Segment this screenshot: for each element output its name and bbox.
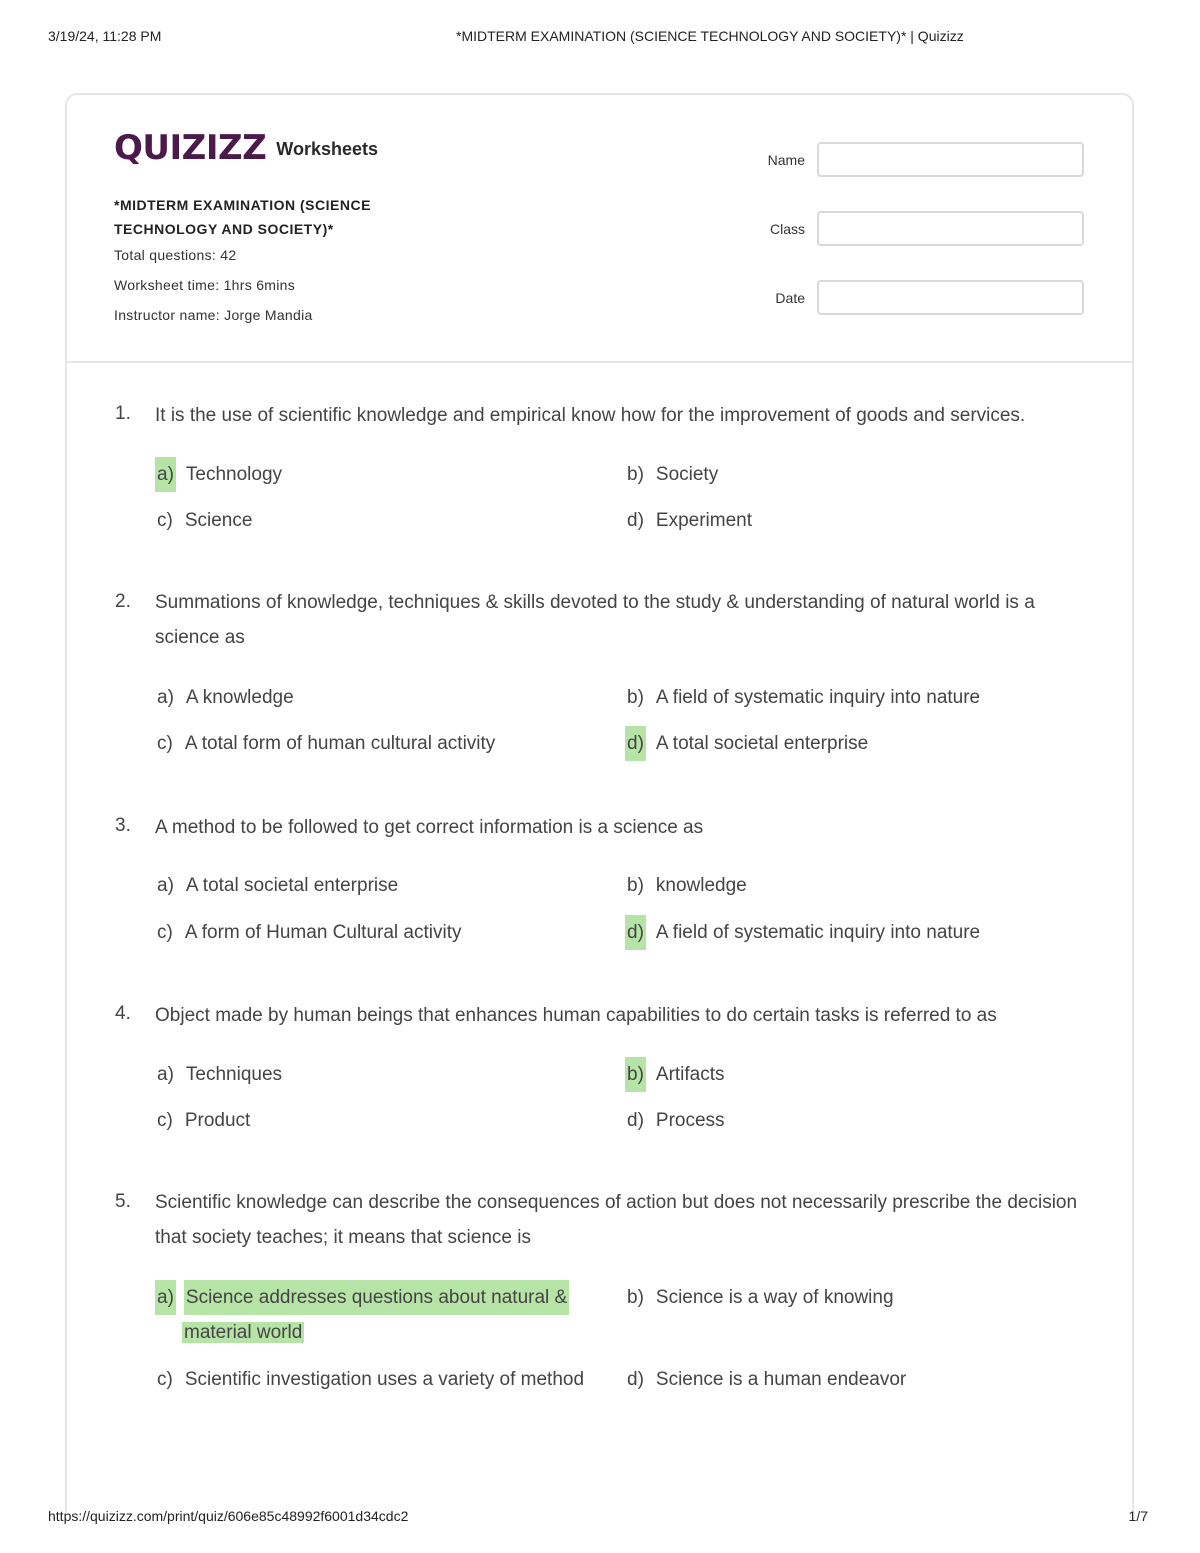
option-text-line-2: material world	[184, 1322, 303, 1343]
option-d	[625, 915, 982, 950]
option-c	[155, 1103, 252, 1138]
option-letter: a)	[155, 1280, 176, 1315]
option-letter: b)	[627, 875, 644, 896]
print-footer	[48, 1508, 1148, 1528]
option-a	[155, 680, 296, 715]
question-number: 3.	[115, 815, 131, 836]
print-url: https://quizizz.com/print/quiz/606e85c48992f6001d34cdc2	[48, 1508, 409, 1524]
option-letter: a)	[157, 687, 174, 708]
option-text: A total societal enterprise	[185, 875, 399, 896]
option-letter: c)	[157, 510, 173, 531]
class-field[interactable]	[817, 211, 1084, 246]
option-d	[625, 1362, 908, 1397]
option-a	[155, 1057, 284, 1092]
option-c	[155, 915, 463, 950]
option-c	[155, 1362, 586, 1397]
question-number: 1.	[115, 403, 131, 424]
question-text: It is the use of scientific knowledge and empirical know how for the improvement of goods and services.	[155, 405, 1026, 426]
class-label: Class	[769, 221, 805, 237]
option-text: A knowledge	[185, 687, 294, 708]
option-letter: c)	[157, 733, 173, 754]
option-a-continued	[182, 1315, 304, 1350]
question-text: Object made by human beings that enhances human capabilities to do certain tasks is referred to as	[155, 1005, 997, 1026]
option-a	[155, 457, 284, 492]
page-counter: 1/7	[1128, 1508, 1148, 1524]
logo-subtitle: Worksheets	[276, 138, 378, 159]
option-b	[625, 457, 720, 492]
print-datetime: 3/19/24, 11:28 PM	[48, 28, 162, 44]
option-letter: d)	[627, 510, 644, 531]
option-letter: b)	[625, 1057, 646, 1092]
date-field[interactable]	[817, 280, 1084, 315]
question-number: 2.	[115, 591, 131, 612]
option-letter: c)	[157, 1369, 173, 1390]
option-letter: c)	[157, 1110, 173, 1131]
option-text: Science	[184, 510, 253, 531]
total-questions: Total questions: 42	[114, 247, 237, 263]
quiz-title: *MIDTERM EXAMINATION (SCIENCE TECHNOLOGY AND SOCIETY)*	[114, 197, 371, 237]
option-text: Process	[655, 1110, 725, 1131]
option-text: A form of Human Cultural activity	[184, 922, 462, 943]
quizizz-logo	[114, 128, 378, 168]
name-field[interactable]	[817, 142, 1084, 177]
option-letter: a)	[157, 875, 174, 896]
option-c	[155, 503, 254, 538]
question-number: 4.	[115, 1003, 131, 1024]
worksheet-header	[67, 95, 1132, 363]
option-text: A total form of human cultural activity	[184, 733, 496, 754]
option-text: A field of systematic inquiry into nature	[655, 922, 981, 943]
option-letter: b)	[627, 687, 644, 708]
option-d	[625, 1103, 727, 1138]
question-number: 5.	[115, 1191, 131, 1212]
option-a	[155, 1280, 569, 1315]
worksheet	[65, 93, 1134, 1513]
option-d	[625, 726, 870, 761]
print-header	[48, 28, 1148, 48]
option-letter: a)	[157, 1064, 174, 1085]
option-b	[625, 1280, 896, 1315]
option-c	[155, 726, 497, 761]
date-label: Date	[775, 290, 805, 306]
instructor-name: Instructor name: Jorge Mandia	[114, 307, 313, 323]
option-letter: d)	[627, 1110, 644, 1131]
option-letter: d)	[627, 1369, 644, 1390]
option-letter: a)	[155, 457, 176, 492]
option-text: A field of systematic inquiry into nature	[655, 687, 981, 708]
option-text: Science addresses questions about natural &	[184, 1280, 569, 1315]
option-text: Artifacts	[655, 1064, 725, 1085]
option-text: Scientific investigation uses a variety of method	[184, 1369, 585, 1390]
option-letter: d)	[625, 915, 646, 950]
option-text: Experiment	[655, 510, 753, 531]
option-b	[625, 868, 749, 903]
question-text: A method to be followed to get correct information is a science as	[155, 817, 704, 838]
question-text: Scientific knowledge can describe the consequences of action but does not necessarily prescribe the decision that society teaches; it means that science is	[155, 1192, 1078, 1248]
print-page-title: *MIDTERM EXAMINATION (SCIENCE TECHNOLOGY AND SOCIETY)* | Quizizz	[456, 28, 964, 44]
logo-wordmark: QUIZIZZ	[114, 128, 267, 168]
name-label: Name	[767, 152, 805, 168]
option-letter: d)	[625, 726, 646, 761]
option-b	[625, 680, 982, 715]
option-text: Science is a way of knowing	[655, 1287, 894, 1308]
question-text: Summations of knowledge, techniques & skills devoted to the study & understanding of natural world is a science as	[155, 592, 1035, 648]
option-text: knowledge	[655, 875, 747, 896]
option-text: Techniques	[185, 1064, 283, 1085]
option-text: Science is a human endeavor	[655, 1369, 907, 1390]
option-letter: b)	[627, 1287, 644, 1308]
option-text: Product	[184, 1110, 251, 1131]
option-letter: b)	[627, 464, 644, 485]
option-text: Society	[655, 464, 719, 485]
option-text: Technology	[185, 464, 283, 485]
worksheet-time: Worksheet time: 1hrs 6mins	[114, 277, 296, 293]
option-a	[155, 868, 400, 903]
option-text: A total societal enterprise	[655, 733, 869, 754]
option-letter: c)	[157, 922, 173, 943]
option-d	[625, 503, 754, 538]
option-b	[625, 1057, 727, 1092]
